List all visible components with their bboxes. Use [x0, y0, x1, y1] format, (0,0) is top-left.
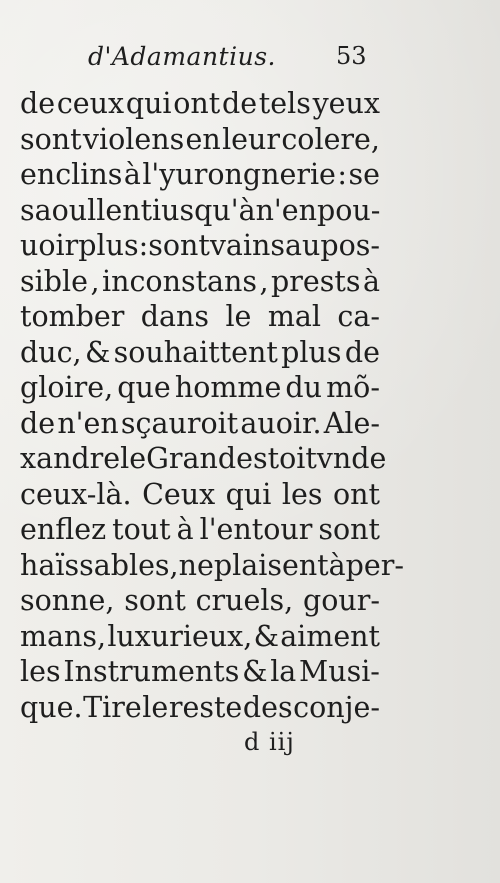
word: ceux-là. — [20, 477, 132, 511]
word: le — [142, 690, 169, 724]
word: à — [328, 548, 346, 582]
word: , — [259, 264, 269, 298]
word: Ceux — [142, 477, 216, 511]
word: sont — [124, 584, 186, 617]
word: & — [242, 655, 268, 688]
word: à — [123, 158, 141, 191]
word: , — [90, 264, 100, 298]
word: Grand — [146, 442, 237, 475]
word: xandre — [20, 442, 121, 475]
word: colere, — [281, 122, 380, 156]
text-line — [20, 583, 380, 619]
word: que. — [20, 690, 83, 724]
word: vains — [209, 229, 286, 262]
word: gloire, — [20, 371, 114, 404]
word: & — [84, 335, 111, 369]
text-line — [20, 512, 380, 548]
text-line — [20, 193, 380, 229]
word: se — [348, 158, 380, 191]
word: ca- — [337, 300, 380, 333]
text-line — [20, 264, 380, 300]
word: souhaittent — [113, 335, 278, 369]
text-line — [20, 228, 380, 264]
word: dans — [140, 300, 210, 333]
word: inconstans — [102, 264, 257, 298]
word: sont — [148, 229, 210, 262]
text-line — [20, 335, 380, 371]
word: auoir. — [240, 406, 322, 440]
word: conje- — [293, 690, 380, 724]
word: Ale- — [323, 406, 380, 440]
text-line — [20, 619, 380, 655]
word: vn — [316, 442, 352, 475]
text-line — [20, 157, 380, 193]
word: ceux — [56, 87, 125, 120]
page-number: 53 — [336, 42, 367, 70]
word: sont — [318, 513, 380, 546]
text-line — [20, 299, 380, 335]
word: au — [285, 229, 321, 262]
word: n'en — [255, 193, 317, 227]
text-line — [20, 122, 380, 158]
word: que — [117, 371, 171, 404]
word: mans, — [20, 619, 107, 653]
word: de — [344, 335, 380, 369]
word: mõ- — [326, 371, 380, 404]
word: pos- — [320, 229, 381, 262]
word: iusqu'à — [152, 193, 256, 227]
word: de — [20, 87, 56, 120]
word: tels — [258, 87, 311, 120]
text-line — [20, 654, 380, 690]
word: duc, — [20, 335, 82, 369]
word: l'entour — [199, 513, 313, 546]
signature-mark: d iij — [244, 728, 295, 756]
word: per- — [345, 548, 404, 582]
text-line — [20, 406, 380, 442]
word: enflez — [20, 513, 107, 546]
word: à — [176, 513, 194, 546]
word: le — [225, 300, 252, 333]
text-line — [20, 370, 380, 406]
word: tomber — [20, 300, 125, 333]
word: pou- — [317, 193, 381, 227]
word: de — [351, 442, 387, 475]
word: estoit — [236, 442, 317, 475]
word: cruels, — [195, 584, 294, 617]
word: à — [362, 264, 380, 298]
text-line — [20, 690, 380, 726]
word: sont — [20, 122, 82, 156]
word: de — [20, 406, 56, 440]
word: Instruments — [63, 655, 240, 688]
word: qui — [125, 87, 172, 120]
word: prests — [271, 264, 361, 298]
word: sonne, — [20, 584, 115, 617]
word: sçauroit — [120, 406, 239, 440]
word: tout — [112, 513, 171, 546]
word: plaisent — [213, 548, 329, 582]
word: Musi- — [299, 655, 380, 688]
word: reste — [168, 690, 243, 724]
word: gour- — [302, 584, 380, 617]
word: l'yurongnerie — [142, 158, 336, 191]
word: du — [285, 371, 323, 404]
word: : — [337, 158, 347, 191]
word: aiment — [280, 619, 380, 653]
body-text — [20, 86, 404, 725]
word: de — [221, 87, 258, 120]
word: yeux — [312, 87, 380, 120]
word: sible — [20, 264, 88, 298]
word: en — [185, 122, 221, 156]
word: plus — [281, 335, 342, 369]
word: mal — [267, 300, 321, 333]
word: homme — [174, 371, 282, 404]
word: qui — [225, 477, 272, 511]
word: violens — [82, 122, 185, 156]
text-line — [20, 477, 380, 513]
word: ont — [173, 87, 221, 120]
word: haïssables, — [20, 548, 179, 582]
word: les — [281, 477, 323, 511]
word: les — [20, 655, 61, 688]
word: ne — [178, 548, 214, 582]
word: des — [242, 690, 293, 724]
text-line — [20, 86, 380, 122]
word: ont — [333, 477, 380, 511]
word: luxurieux, — [107, 619, 253, 653]
text-line — [20, 441, 387, 477]
word: le — [120, 442, 147, 475]
word: leur — [222, 122, 281, 156]
running-head: d'Adamantius. — [88, 42, 276, 71]
word: enclins — [20, 158, 123, 191]
word: n'en — [57, 406, 119, 440]
word: la — [270, 655, 297, 688]
text-line — [20, 548, 404, 584]
word: plus: — [78, 229, 149, 262]
word: Tire — [83, 690, 142, 724]
word: uoir — [20, 229, 79, 262]
word: & — [253, 619, 279, 653]
word: saoullent — [20, 193, 153, 227]
